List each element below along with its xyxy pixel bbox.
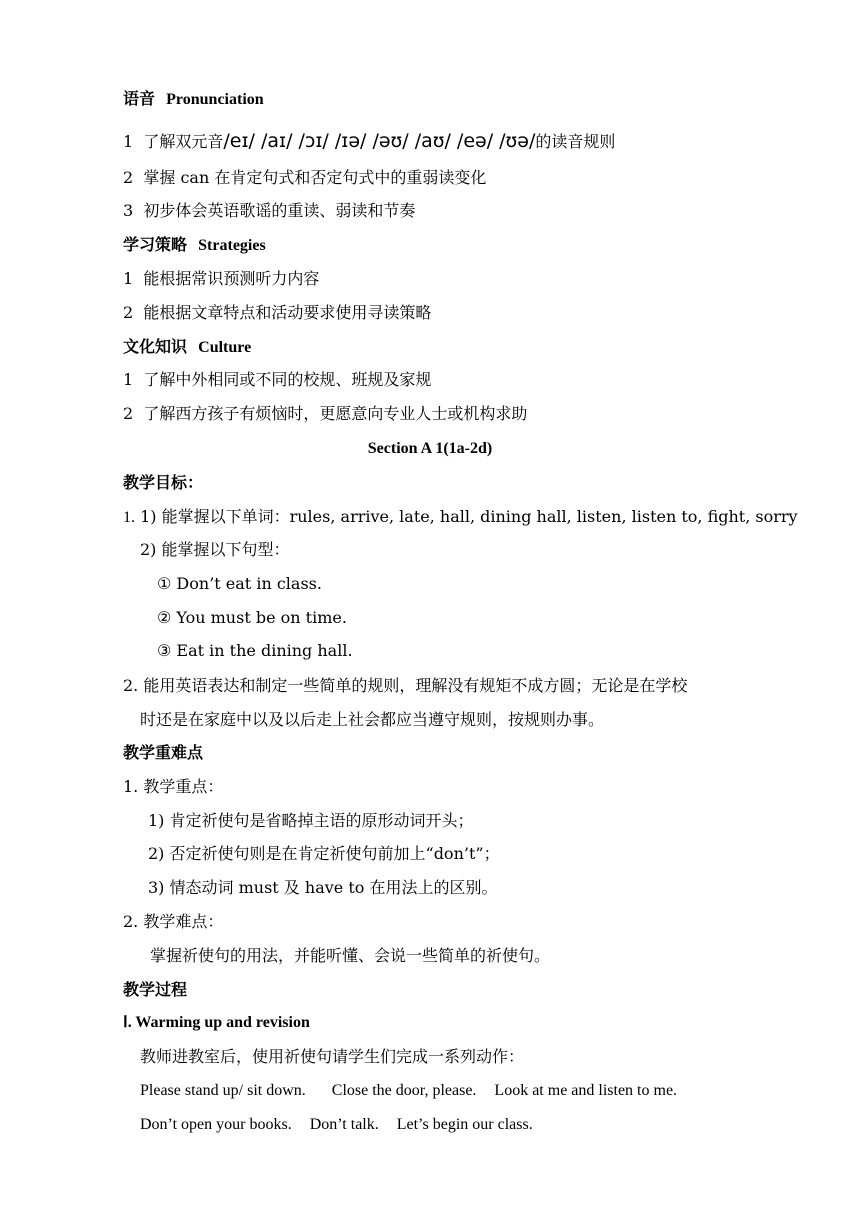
sentence-pattern-3: ③ Eat in the dining hall. xyxy=(157,641,353,660)
focus-item-3: 3) 情态动词 must 及 have to 在用法上的区别。 xyxy=(148,878,498,897)
instruction: Close the door, please. xyxy=(331,1082,477,1099)
focus-heading: 1. 教学重点： xyxy=(123,777,224,796)
item-number: 1 xyxy=(123,269,134,288)
item-text-post: 的读音规则 xyxy=(535,132,616,151)
difficulty-text: 掌握祈使句的用法，并能听懂、会说一些简单的祈使句。 xyxy=(150,946,551,965)
item-text: 了解西方孩子有烦恼时，更愿意向专业人士或机构求助 xyxy=(143,404,528,423)
section-title: Section A 1(1a-2d) xyxy=(367,440,493,457)
instruction: Don’t talk. xyxy=(309,1116,379,1133)
sentence-pattern-1: ① Don’t eat in class. xyxy=(157,574,322,593)
pronunciation-item-3 xyxy=(123,200,415,222)
strategies-item-1 xyxy=(123,268,319,290)
heading-en: Culture xyxy=(198,339,252,356)
pronunciation-item-2 xyxy=(123,167,486,189)
instruction-line-2 xyxy=(140,1114,533,1136)
instruction: Don’t open your books. xyxy=(140,1116,292,1133)
objectives-item-2-line-2: 时还是在家庭中以及以后走上社会都应当遵守规则，按规则办事。 xyxy=(140,710,605,729)
strategies-item-2 xyxy=(123,302,431,324)
instruction: Let’s begin our class. xyxy=(396,1116,533,1133)
heading-en: Strategies xyxy=(198,237,266,254)
objectives-item-2-line-1: 2. 能用英语表达和制定一些简单的规则，理解没有规矩不成方圆；无论是在学校 xyxy=(123,676,688,695)
item-text: 初步体会英语歌谣的重读、弱读和节奏 xyxy=(143,201,416,220)
instruction-line-1 xyxy=(140,1080,677,1102)
heading-cn: 文化知识 xyxy=(123,337,188,356)
item-text: 能根据文章特点和活动要求使用寻读策略 xyxy=(143,303,432,322)
phonetic-symbols: /eɪ/ /aɪ/ /ɔɪ/ /ɪə/ /əʊ/ /aʊ/ /eə/ /ʊə/ xyxy=(223,130,536,152)
item-text: 能根据常识预测听力内容 xyxy=(143,269,320,288)
sentence-pattern-2: ② You must be on time. xyxy=(157,608,347,627)
instruction: Look at me and listen to me. xyxy=(494,1082,678,1099)
item-text: 掌握 can 在肯定句式和否定句式中的重弱读变化 xyxy=(143,168,487,187)
heading-cn: 学习策略 xyxy=(123,235,188,254)
culture-item-1 xyxy=(123,369,431,391)
item-text: 了解中外相同或不同的校规、班规及家规 xyxy=(143,370,432,389)
instruction: Please stand up/ sit down. xyxy=(140,1082,306,1099)
focus-item-2: 2) 否定祈使句则是在肯定祈使句前加上“don’t”； xyxy=(148,844,500,863)
process-heading: 教学过程 xyxy=(123,980,188,999)
item-number: 2 xyxy=(123,168,134,187)
item-number: 1 xyxy=(123,132,134,151)
item-number: 1 xyxy=(123,370,134,389)
culture-heading xyxy=(123,336,251,358)
objectives-subitem-2: 2) 能掌握以下句型： xyxy=(140,540,290,559)
focus-item-1: 1) 肯定祈使句是省略掉主语的原形动词开头； xyxy=(148,811,474,830)
heading-cn: 语音 xyxy=(123,89,156,108)
strategies-heading xyxy=(123,234,266,256)
culture-item-2 xyxy=(123,403,527,425)
pronunciation-item-1 xyxy=(123,130,615,152)
item-number: 3 xyxy=(123,201,134,220)
item-number: 1. xyxy=(123,509,135,526)
difficulty-heading: 2. 教学难点： xyxy=(123,912,224,931)
item-text-pre: 了解双元音 xyxy=(143,132,224,151)
step-1-description: 教师进教室后，使用祈使句请学生们完成一系列动作： xyxy=(140,1047,525,1066)
objectives-heading: 教学目标： xyxy=(123,473,204,492)
pronunciation-heading xyxy=(123,88,264,110)
step-1-title: Ⅰ. Warming up and revision xyxy=(123,1014,310,1031)
key-points-heading: 教学重难点 xyxy=(123,743,204,762)
item-text: 1) 能掌握以下单词：rules, arrive, late, hall, dining hall, listen, listen to, fight, sorry xyxy=(140,507,798,526)
item-number: 2 xyxy=(123,404,134,423)
heading-en: Pronunciation xyxy=(166,91,264,108)
item-number: 2 xyxy=(123,303,134,322)
objectives-item-1 xyxy=(123,506,798,528)
